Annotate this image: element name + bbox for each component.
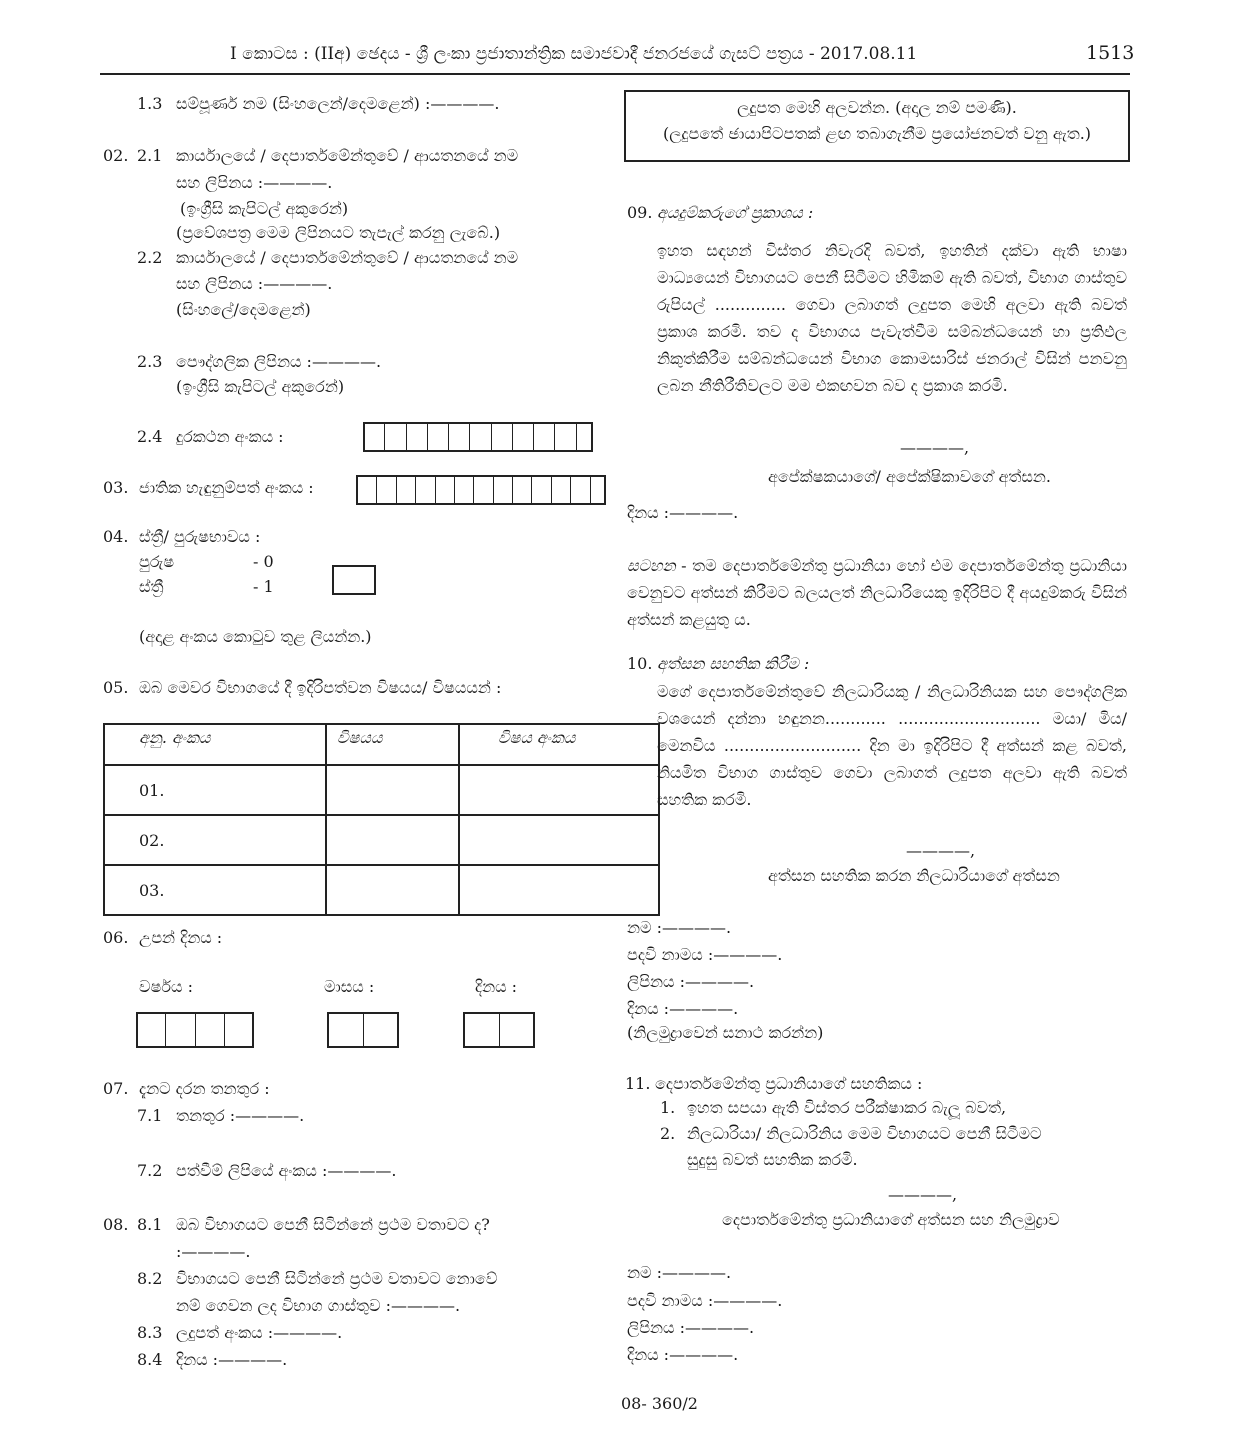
section-2-2-number: 2.2 <box>137 248 163 267</box>
section-8-3-text: ලදුපත් අංකය :————. <box>176 1323 343 1342</box>
section-10-seal-note: (නිලමුද්‍රාවෙන් සනාථ කරන්න) <box>627 1023 824 1042</box>
section-5-subjects-label: ඔබ මෙවර විභාගයේ දී ඉදිරිපත්වන විෂයය/ විෂයයන් : <box>139 678 502 697</box>
section-6-dob-label: උපන් දිනය : <box>139 928 223 947</box>
section-9-number: 09. <box>627 203 653 222</box>
section-7-2-number: 7.2 <box>137 1161 163 1180</box>
section-8-number: 08. <box>103 1215 129 1234</box>
gazette-header-title: I කොටස : (IIඅ) ඡෙදය - ශ්‍රී ලංකා ප්‍රජාතාන්ත්‍රික සමාජවාදී ජනරජයේ ගැසට් පත්‍රය - 2017.08.11 <box>230 44 918 64</box>
section-11-signature-line: ————, <box>888 1185 958 1204</box>
gender-female-label: ස්ත්‍රී <box>139 577 164 596</box>
section-7-1-text: තනතුර :————. <box>176 1106 305 1125</box>
phone-number-boxes[interactable] <box>363 422 593 452</box>
section-9-declaration-body: ඉහත සඳහන් විස්තර නිවැරදි බවත්, ඉහතින් දක්වා ඇති භාෂා මාධ්‍යයෙන් විභාගයට පෙනී සිටීමට හිමිකම් ඇති බවත්, විභාග ගාස්තුව රුපියල් .............. ගෙවා ලබාගත් ලදුපත මෙහි අලවා ඇති බවත් ප්‍රකාශ කරමි. තව ද විභාගය පැවැත්වීම සම්බන්ධයෙන් හා ප්‍රතිඵල නිකුත්කිරීම සම්බන්ධයෙන් විභාග කොමසාරිස් ජනරාල් විසින් පනවනු ලබන නීතිරීතිවලට මම එකඟවන බව ද ප්‍රකාශ කරමි. <box>657 241 1127 395</box>
table-row <box>104 815 659 865</box>
section-7-number: 07. <box>103 1079 129 1098</box>
subject-number-cell[interactable] <box>459 765 659 815</box>
note-label: සටහන <box>627 556 676 575</box>
note-paragraph <box>627 552 1127 633</box>
section-2-1-number: 2.1 <box>137 146 163 165</box>
header-rule <box>100 73 1130 75</box>
footer-document-code: 08- 360/2 <box>621 1394 698 1413</box>
receipt-box-line1: ලදුපත මෙහි අලවන්න. (අදාල නම් පමණි). <box>737 98 1017 117</box>
section-6-number: 06. <box>103 928 129 947</box>
section-2-1-line4: (ප්‍රවේශපත්‍ර මෙම ලිපිනයට තැපැල් කරනු ලැබේ.) <box>176 223 501 242</box>
section-10-address-field: ලිපිනය :————. <box>627 972 755 991</box>
section-5-number: 05. <box>103 678 129 697</box>
dob-day-label: දිනය : <box>475 977 518 996</box>
section-10-designation-field: පදවි නාමය :————. <box>627 945 783 964</box>
dob-month-label: මාසය : <box>324 977 375 996</box>
section-11-address-field: ලිපිනය :————. <box>627 1318 755 1337</box>
section-11-designation-field: පදවි නාමය :————. <box>627 1291 783 1310</box>
section-2-2-line1: කාර්යාලයේ / දෙපාර්තමේන්තුවේ / ආයතනයේ නම <box>176 248 519 267</box>
section-11-item1: ඉහත සපයා ඇති විස්තර පරීක්ෂාකර බැලූ බවත්, <box>687 1098 1007 1117</box>
section-10-name-field: නම :————. <box>627 918 732 937</box>
section-2-1-line2: සහ ලිපිනය :————. <box>176 173 333 192</box>
dob-year-boxes[interactable] <box>136 1012 254 1048</box>
section-1-3-number: 1.3 <box>137 94 163 113</box>
subjects-row-number: 03. <box>104 865 326 915</box>
section-4-number: 04. <box>103 527 129 546</box>
section-8-4-number: 8.4 <box>137 1350 163 1369</box>
table-row <box>104 765 659 815</box>
section-7-1-number: 7.1 <box>137 1106 163 1125</box>
section-8-2-number: 8.2 <box>137 1269 163 1288</box>
section-8-1-line2: :————. <box>176 1242 251 1261</box>
section-9-signature-line: ————, <box>900 438 970 457</box>
subjects-table-header-subject-no: විෂය අංකය <box>459 724 659 765</box>
page-number: 1513 <box>1086 42 1135 64</box>
subjects-table-header-subject: විෂයය <box>326 724 459 765</box>
gender-code-box[interactable] <box>332 565 376 595</box>
subjects-table <box>103 723 660 916</box>
section-3-number: 03. <box>103 478 129 497</box>
section-3-nic-label: ජාතික හැඳුනුම්පත් අංකය : <box>139 478 314 497</box>
table-row <box>104 865 659 915</box>
section-10-certification-body: මගේ දෙපාර්තමේන්තුවේ නිලධාරියකු / නිලධාරිනියක සහ පෞද්ගලික වශයෙන් දන්නා හඳුනන............ ............................ මයා/ මිය/ මෙනවිය ........................... දින මා ඉදිරිපිට දී අත්සන් කළ බවත්, නියමිත විභාග ගාස්තුව ගෙවා ලබාගත් ලදුපත අලවා ඇති බවත් සහතික කරමි. <box>657 682 1127 809</box>
section-1-3-full-name: සම්පූර්ණ නම (සිංහලෙන්/දෙමළෙන්) :————. <box>176 94 500 113</box>
receipt-paste-box <box>624 90 1130 162</box>
subject-cell[interactable] <box>326 865 459 915</box>
section-10-title: අත්සන සහතික කිරීම : <box>657 654 810 673</box>
section-10-date-field: දිනය :————. <box>627 999 739 1018</box>
section-10-number: 10. <box>627 654 653 673</box>
gender-male-code: - 0 <box>253 552 274 571</box>
section-2-2-line3: (සිංහලේ/දෙමළෙන්) <box>176 300 311 319</box>
gender-female-code: - 1 <box>253 577 274 596</box>
section-2-2-line2: සහ ලිපිනය :————. <box>176 274 333 293</box>
section-7-2-text: පත්වීම් ලිපියේ අංකය :————. <box>176 1161 397 1180</box>
subject-cell[interactable] <box>326 815 459 865</box>
section-8-3-number: 8.3 <box>137 1323 163 1342</box>
dob-month-boxes[interactable] <box>327 1012 399 1048</box>
subject-number-cell[interactable] <box>459 865 659 915</box>
section-11-name-field: නම :————. <box>627 1263 732 1282</box>
subject-number-cell[interactable] <box>459 815 659 865</box>
section-7-position-label: දැනට දරන තනතුර : <box>139 1079 270 1098</box>
dob-day-boxes[interactable] <box>463 1012 535 1048</box>
section-2-4-number: 2.4 <box>137 427 163 446</box>
section-2-number: 02. <box>103 146 129 165</box>
subjects-row-number: 01. <box>104 765 326 815</box>
section-11-item1-number: 1. <box>660 1098 676 1117</box>
gender-male-label: පුරුෂ <box>139 552 175 571</box>
section-2-1-line3: (ඉංග්‍රීසි කැපිටල් අකුරෙන්) <box>180 199 349 218</box>
section-8-2-line2: නම් ගෙවන ලද විභාග ගාස්තුව :————. <box>176 1296 461 1315</box>
section-2-3-line2: (ඉංග්‍රීසි කැපිටල් අකුරෙන්) <box>176 377 345 396</box>
section-2-3-number: 2.3 <box>137 352 163 371</box>
gender-note: (අදාළ අංකය කොටුව තුළ ලියන්න.) <box>139 627 372 646</box>
section-11-item2-number: 2. <box>660 1124 676 1143</box>
section-8-4-text: දිනය :————. <box>176 1350 288 1369</box>
section-8-1-number: 8.1 <box>137 1215 163 1234</box>
dob-year-label: වර්ෂය : <box>139 977 193 996</box>
section-10-signature-line: ————, <box>906 841 976 860</box>
section-10-signature-label: අත්සන සහතික කරන නිලධාරියාගේ අත්සන <box>768 866 1060 885</box>
section-9-signature-label: අපේක්ෂකයාගේ/ අපේක්ෂිකාවගේ අත්සන. <box>768 467 1052 486</box>
section-2-3-line1: පෞද්ගලික ලිපිනය :————. <box>176 352 382 371</box>
subjects-table-header-serial: අනු. අංකය <box>104 724 326 765</box>
section-11-signature-label: දෙපාර්තමේන්තු ප්‍රධානියාගේ අත්සන සහ නිලමුද්‍රාව <box>722 1210 1060 1229</box>
section-9-title: අයදුම්කරුගේ ප්‍රකාශය : <box>657 203 814 222</box>
section-8-1-line1: ඔබ විභාගයට පෙනී සිටින්නේ ප්‍රථම වතාවට ද? <box>176 1215 490 1234</box>
subjects-row-number: 02. <box>104 815 326 865</box>
nic-number-boxes[interactable] <box>356 475 606 505</box>
receipt-box-line2: (ලදුපතේ ඡායාපිටපතක් ළඟ තබාගැනීම ප්‍රයෝජනවත් වනු ඇත.) <box>662 124 1092 143</box>
section-8-2-line1: විභාගයට පෙනී සිටින්නේ ප්‍රථම වතාවට නොවේ <box>176 1269 498 1288</box>
section-11-item2-line1: නිලධාරියා/ නිලධාරිනිය මෙම විභාගයට පෙනී සිටීමට <box>687 1124 1042 1143</box>
subject-cell[interactable] <box>326 765 459 815</box>
section-4-gender-label: ස්ත්‍රී/ පුරුෂභාවය : <box>139 527 261 546</box>
section-11-date-field: දිනය :————. <box>627 1345 739 1364</box>
section-11-number: 11. <box>625 1074 651 1093</box>
section-11-title: දෙපාර්තමේන්තු ප්‍රධානියාගේ සහතිකය : <box>655 1074 923 1093</box>
section-2-1-line1: කාර්යාලයේ / දෙපාර්තමේන්තුවේ / ආයතනයේ නම <box>176 146 519 165</box>
section-2-4-phone-label: දුරකථන අංකය : <box>176 427 284 446</box>
section-11-item2-line2: සුදුසු බවත් සහතික කරමි. <box>687 1150 858 1169</box>
section-9-date: දිනය :————. <box>627 503 739 522</box>
note-text: - තම දෙපාර්තමේන්තු ප්‍රධානියා හෝ එම දෙපාර්තමේන්තු ප්‍රධානියා වෙනුවට අත්සන් කිරීමට බලයලත් නිලධාරියෙකු ඉදිරිපිට දී අයදුම්කරු විසින් අත්සන් කළයුතු ය. <box>627 556 1127 629</box>
